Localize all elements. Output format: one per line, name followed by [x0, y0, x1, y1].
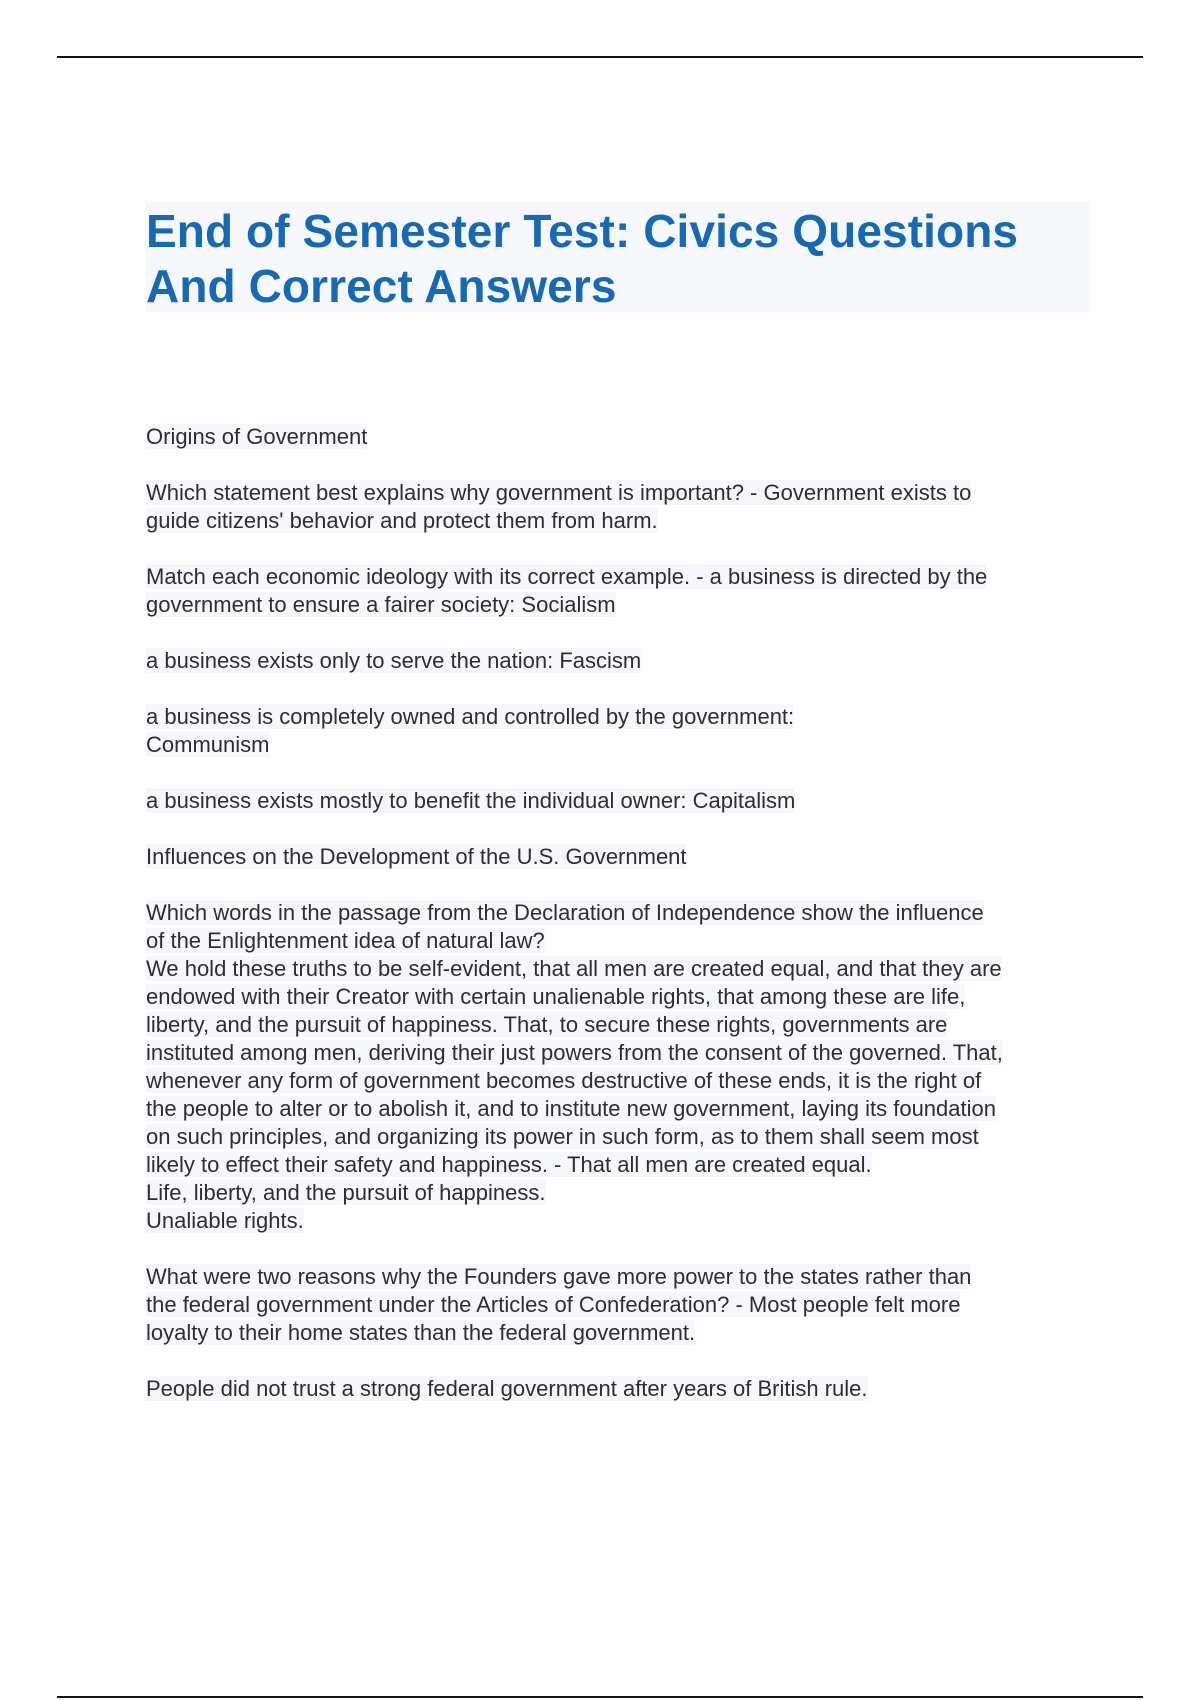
- top-rule: [57, 56, 1143, 58]
- title-line: End of Semester Test: Civics Questions: [146, 205, 1019, 257]
- section-heading: Influences on the Development of the U.S. Government: [146, 844, 687, 869]
- document-title: [146, 204, 1091, 314]
- answer-item: People did not trust a strong federal government after years of British rule.: [146, 1376, 868, 1401]
- section-heading: Origins of Government: [146, 424, 368, 449]
- question-answer: Which words in the passage from the Declaration of Independence show the influence of the Enlightenment idea of natural law? We hold these truths to be self-evident, that all men are created equal, and that they are endowed with their Creator with certain unalienable rights, that among these are life, liberty, and the pursuit of happiness. That, to secure these rights, governments are instituted among men, deriving their just powers from the consent of the governed. That, whenever any form of government becomes destructive of these ends, it is the right of the people to alter or to abolish it, and to institute new government, laying its foundation on such principles, and organizing its power in such form, as to them shall seem most likely to effect their safety and happiness. - That all men are created equal. Life, liberty, and the pursuit of happiness. Unaliable rights.: [146, 900, 1003, 1233]
- document-body: [146, 423, 1106, 1431]
- question-answer: Which statement best explains why government is important? - Government exists to guide citizens' behavior and protect them from harm.: [146, 480, 972, 533]
- answer-item: a business exists only to serve the nation: Fascism: [146, 648, 642, 673]
- answer-item: a business is completely owned and controlled by the government: Communism: [146, 704, 795, 757]
- answer-item: a business exists mostly to benefit the individual owner: Capitalism: [146, 788, 796, 813]
- title-line: And Correct Answers: [146, 260, 617, 312]
- bottom-rule: [57, 1696, 1143, 1698]
- question-answer: Match each economic ideology with its correct example. - a business is directed by the government to ensure a fairer society: Socialism: [146, 564, 988, 617]
- question-answer: What were two reasons why the Founders gave more power to the states rather than the federal government under the Articles of Confederation? - Most people felt more loyalty to their home states than the federal government.: [146, 1264, 972, 1345]
